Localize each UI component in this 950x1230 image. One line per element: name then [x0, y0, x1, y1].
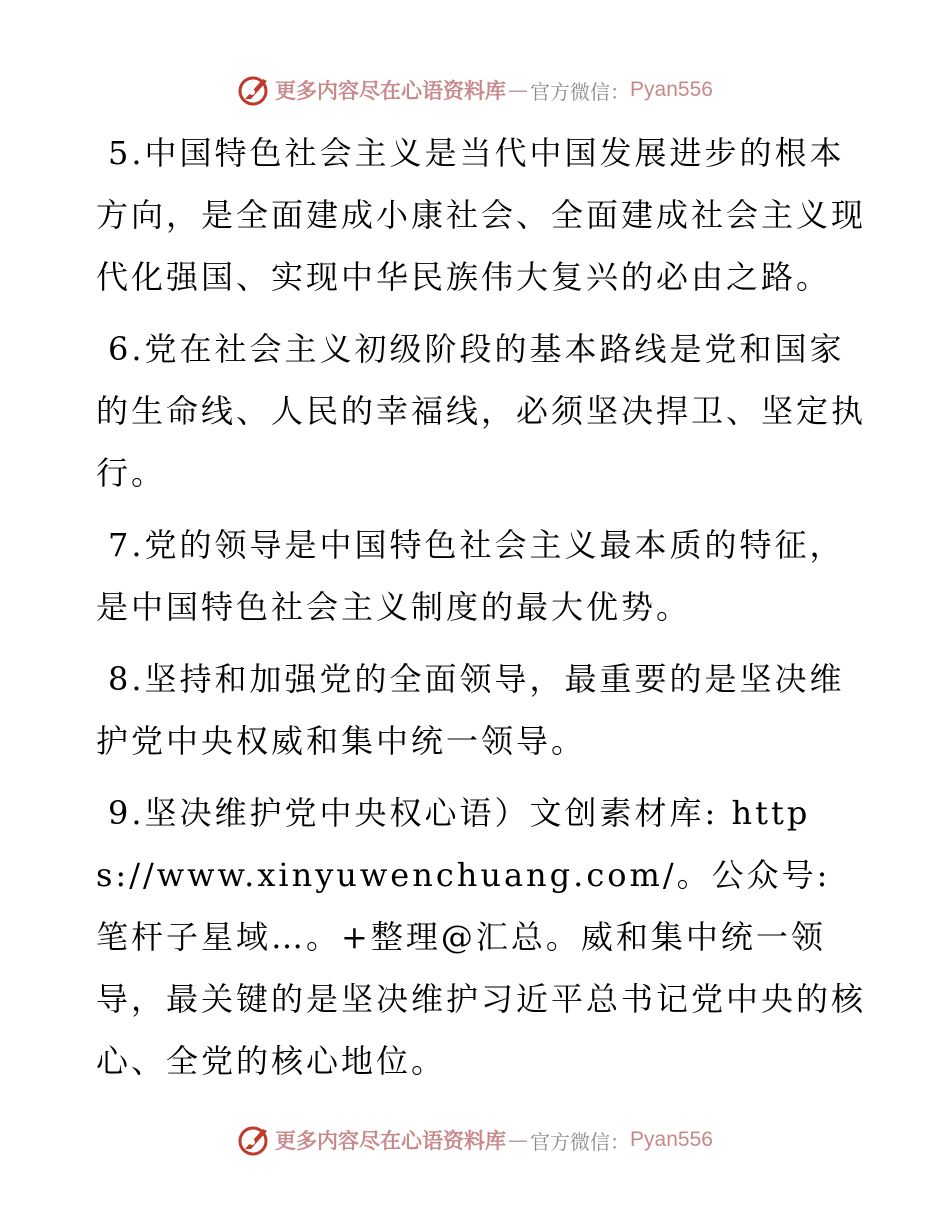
quill-logo-icon: [237, 73, 271, 107]
footer-wechat-id: Pyan556: [630, 1128, 713, 1151]
paragraph-text: 党的领导是中国特色社会主义最本质的特征，是中国特色社会主义制度的最大优势。: [96, 526, 845, 626]
footer-separator: —: [508, 1128, 529, 1152]
paragraph-5: [96, 122, 866, 308]
paragraph-number: 7.: [108, 526, 145, 564]
paragraph-number: 8.: [108, 660, 145, 698]
footer-wechat-label: 官方微信：: [530, 1129, 631, 1154]
header-banner: [0, 70, 950, 110]
footer-banner: [0, 1120, 950, 1160]
paragraph-number: 6.: [108, 330, 145, 368]
paragraph-9: [96, 782, 866, 1092]
header-slogan: 更多内容尽在心语资料库: [275, 78, 507, 103]
header-wechat-id: Pyan556: [630, 78, 713, 101]
paragraph-text: 中国特色社会主义是当代中国发展进步的根本方向，是全面建成小康社会、全面建成社会主义现代化强国、实现中华民族伟大复兴的必由之路。: [96, 134, 867, 296]
header-wechat-label: 官方微信：: [530, 79, 631, 104]
paragraph-7: [96, 514, 866, 638]
paragraph-text: 坚决维护党中央权心语）文创素材库: https://www.xinyuwenchuang.com/。公众号: 笔杆子星域…。+整理@汇总。威和集中统一领导，最关键的是坚决维护习近平总书记党中央的核心、全党的核心地位。: [96, 794, 867, 1080]
paragraph-text: 坚持和加强党的全面领导，最重要的是坚决维护党中央权威和集中统一领导。: [96, 660, 845, 760]
paragraph-number: 9.: [108, 794, 145, 832]
paragraph-text: 党在社会主义初级阶段的基本路线是党和国家的生命线、人民的幸福线，必须坚决捍卫、坚定执行。: [96, 330, 867, 492]
header-separator: —: [508, 78, 529, 102]
paragraph-number: 5.: [108, 134, 145, 172]
paragraph-8: [96, 648, 866, 772]
paragraph-6: [96, 318, 866, 504]
quill-logo-icon: [237, 1123, 271, 1157]
document-body: [96, 122, 866, 1102]
footer-slogan: 更多内容尽在心语资料库: [275, 1128, 507, 1153]
